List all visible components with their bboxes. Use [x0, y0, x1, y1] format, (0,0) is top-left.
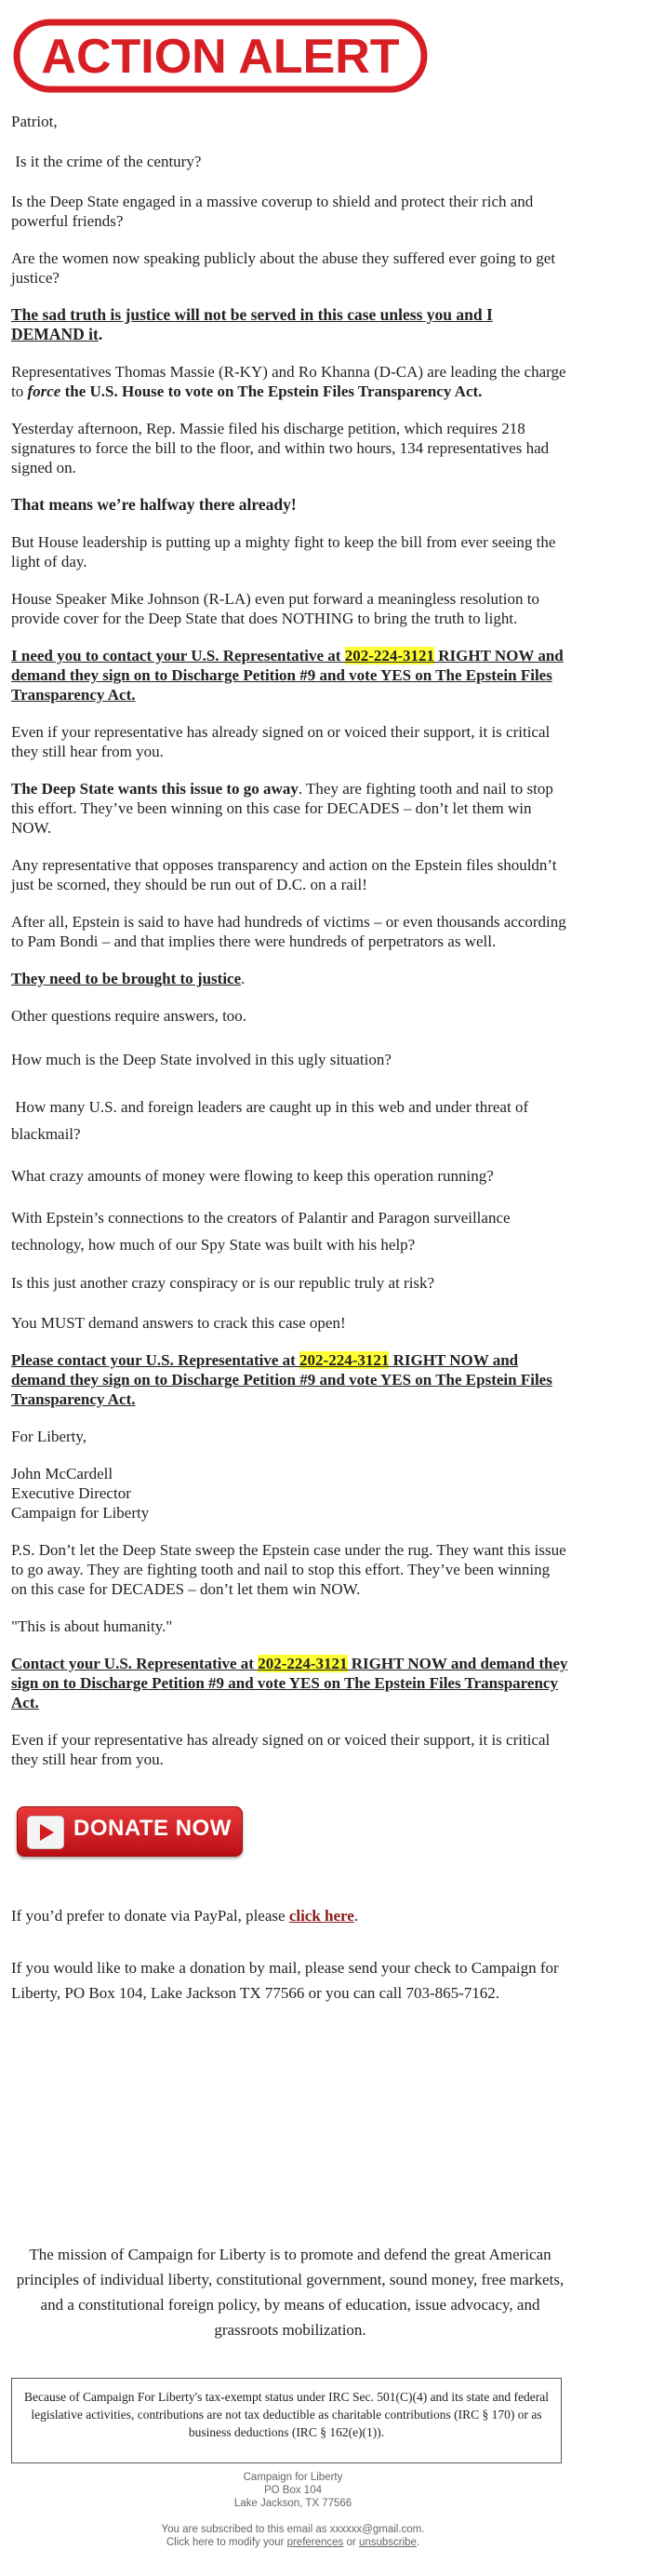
- question-money: What crazy amounts of money were flowing to keep this operation running?: [11, 1167, 494, 1185]
- greeting: Patriot,: [11, 113, 58, 130]
- postscript: P.S. Don’t let the Deep State sweep the Epstein case under the rug. They want this issue to go away. They are fighting tooth and nail to stop this effort. They’ve been winning on this case for DECADES – don’t let them win NOW.: [11, 1541, 566, 1598]
- yesterday-paragraph: Yesterday afternoon, Rep. Massie filed his discharge petition, which requires 218 signatures to force the bill to the floor, and within two hours, 134 representatives had signed on.: [11, 420, 550, 476]
- action-alert-banner: [13, 19, 428, 93]
- banner-text: ACTION ALERT: [41, 30, 400, 84]
- phone-number-1[interactable]: 202-224-3121: [344, 647, 435, 664]
- footer-modify-c: .: [416, 2537, 420, 2548]
- representatives-paragraph: [11, 362, 569, 401]
- reps-text-a: Representatives Thomas Massie (R-KY) and Ro Khanna (D-CA) are leading the charge to: [11, 363, 566, 400]
- call-to-action-2: Please contact your U.S. Representative at 202-224-3121 RIGHT NOW and demand they sign on to Discharge Petition #9 and vote YES on The Epstein Files Transparency Act.: [11, 1351, 552, 1408]
- email-footer: [0, 2471, 586, 2549]
- mission-text: The mission of Campaign for Liberty is to promote and defend the great American principles of individual liberty, constitutional government, sound money, free markets, and a constitutional foreign policy, by means of education, issue advocacy, and grassroots mobilization.: [16, 2246, 565, 2339]
- question-involvement: How much is the Deep State involved in this ugly situation?: [11, 1051, 392, 1068]
- question-crime: [11, 152, 569, 171]
- phone-number-3[interactable]: 202-224-3121: [258, 1655, 348, 1672]
- question-coverup: Is the Deep State engaged in a massive coverup to shield and protect their rich and powerful friends?: [11, 193, 534, 230]
- speaker-paragraph: House Speaker Mike Johnson (R-LA) even put forward a meaningless resolution to provide cover for the Deep State that does NOTHING to bring the truth to light.: [11, 590, 539, 627]
- footer-modify-a: Click here to modify your: [166, 2537, 287, 2548]
- paypal-click-here-link[interactable]: click here: [288, 1907, 354, 1925]
- play-icon: [27, 1816, 64, 1849]
- sad-truth-text: The sad truth is justice will not be served in this case unless you and I DEMAND it: [11, 305, 493, 343]
- halfway-paragraph: That means we’re halfway there already!: [11, 495, 297, 514]
- footer-box: PO Box 104: [263, 2485, 322, 2496]
- tax-disclaimer: Because of Campaign For Liberty's tax-exempt status under IRC Sec. 501(C)(4) and its state and federal legislative activities, contributions are not tax deductible as charitable contributions (IRC § 170) or as business deductions (IRC § 162(e)(1)).: [11, 2378, 562, 2463]
- donate-label: DONATE NOW: [73, 1816, 232, 1841]
- even-if-paragraph: Even if your representative has already signed on or voiced their support, it is critical they still hear from you.: [11, 723, 551, 760]
- humanity-quote: "This is about humanity.": [11, 1617, 173, 1635]
- paypal-end: .: [353, 1907, 359, 1925]
- question-conspiracy: Is this just another crazy conspiracy or is our republic truly at risk?: [11, 1274, 435, 1292]
- paypal-paragraph: [11, 1906, 569, 1925]
- call-2-text-b: RIGHT NOW and demand they sign on to Discharge Petition #9 and vote YES on The Epstein Files Transparency Act: [11, 1351, 552, 1408]
- mission-statement: [11, 2242, 569, 2342]
- call-2-text-a: Please contact your U.S. Representative at: [11, 1351, 300, 1369]
- call-to-action-3: Contact your U.S. Representative at 202-224-3121 RIGHT NOW and demand they sign on to Discharge Petition #9 and vote YES on The Epstein Files Transparency Act.: [11, 1655, 568, 1711]
- footer-org: Campaign for Liberty: [243, 2472, 343, 2483]
- leadership-paragraph: But House leadership is putting up a mighty fight to keep the bill from ever seeing the light of day.: [11, 533, 556, 570]
- phone-number-2[interactable]: 202-224-3121: [299, 1351, 390, 1369]
- even-if-paragraph-2: Even if your representative has already signed on or voiced their support, it is critical they still hear from you.: [11, 1731, 551, 1768]
- question-palantir: With Epstein’s connections to the creators of Palantir and Paragon surveillance technology, how much of our Spy State was built with his help?: [11, 1209, 511, 1254]
- deep-state-paragraph: [11, 779, 569, 838]
- question-blackmail: [11, 1093, 569, 1147]
- reps-text-b: the U.S. House to vote on The Epstein Files Transparency Act.: [60, 382, 483, 400]
- for-liberty: For Liberty,: [11, 1428, 87, 1445]
- after-all-paragraph: After all, Epstein is said to have had hundreds of victims – or even thousands according to Pam Bondi – and that implies there were hundreds of perpetrators as well.: [11, 913, 566, 950]
- unsubscribe-link[interactable]: unsubscribe: [358, 2537, 417, 2548]
- footer-city: Lake Jackson, TX 77566: [233, 2498, 352, 2509]
- sad-truth: The sad truth is justice will not be served in this case unless you and I DEMAND it.: [11, 305, 493, 343]
- reps-force: force: [27, 382, 61, 400]
- question-justice: Are the women now speaking publicly about the abuse they suffered ever going to get justice?: [11, 249, 556, 287]
- call-1-text-a: I need you to contact your U.S. Representative at: [11, 647, 345, 664]
- call-1-text-b: RIGHT NOW and demand they sign on to Discharge Petition #9 and vote YES on The Epstein Files Transparency Act: [11, 647, 564, 704]
- preferences-link[interactable]: preferences: [286, 2537, 344, 2548]
- call-3-text-b: RIGHT NOW and demand they sign on to Discharge Petition #9 and vote YES on The Epstein Files Transparency Act: [11, 1655, 568, 1711]
- footer-modify-b: or: [343, 2537, 359, 2548]
- question-blackmail-text: How many U.S. and foreign leaders are caught up in this web and under threat of blackmail?: [11, 1098, 529, 1143]
- brought-to-justice: They need to be brought to justice.: [11, 970, 246, 987]
- any-rep-paragraph: Any representative that opposes transparency and action on the Epstein files shouldn’t just be scorned, they should be run out of D.C. on a rail!: [11, 856, 557, 893]
- signature-name: John McCardell: [11, 1465, 113, 1483]
- footer-subscribed: You are subscribed to this email as xxxxxx@gmail.com.: [161, 2524, 425, 2535]
- deep-state-bold: The Deep State wants this issue to go away: [11, 780, 299, 798]
- footer-modify: [0, 2536, 586, 2549]
- signature-block: [11, 1464, 569, 1523]
- question-crime-text: Is it the crime of the century?: [15, 153, 202, 170]
- deep-state-rest: . They are fighting tooth and nail to stop this effort. They’ve been winning on this case for DECADES – don’t let them win NOW.: [11, 780, 553, 837]
- donate-now-button[interactable]: [17, 1806, 243, 1857]
- call-3-text-a: Contact your U.S. Representative at: [11, 1655, 259, 1672]
- brought-text: They need to be brought to justice: [11, 970, 242, 987]
- mail-donation-paragraph: If you would like to make a donation by mail, please send your check to Campaign for Liberty, PO Box 104, Lake Jackson TX 77566 or you can call 703-865-7162.: [11, 1959, 559, 2002]
- letter-body: [11, 112, 569, 2033]
- call-to-action-1: I need you to contact your U.S. Representative at 202-224-3121 RIGHT NOW and demand they sign on to Discharge Petition #9 and vote YES on The Epstein Files Transparency Act.: [11, 647, 564, 704]
- donate-row: [17, 1806, 569, 1861]
- other-questions: Other questions require answers, too.: [11, 1007, 247, 1025]
- signature-title: Executive Director: [11, 1484, 131, 1502]
- signature-org: Campaign for Liberty: [11, 1504, 150, 1522]
- must-demand: You MUST demand answers to crack this case open!: [11, 1314, 346, 1332]
- paypal-text: If you’d prefer to donate via PayPal, please: [11, 1907, 289, 1925]
